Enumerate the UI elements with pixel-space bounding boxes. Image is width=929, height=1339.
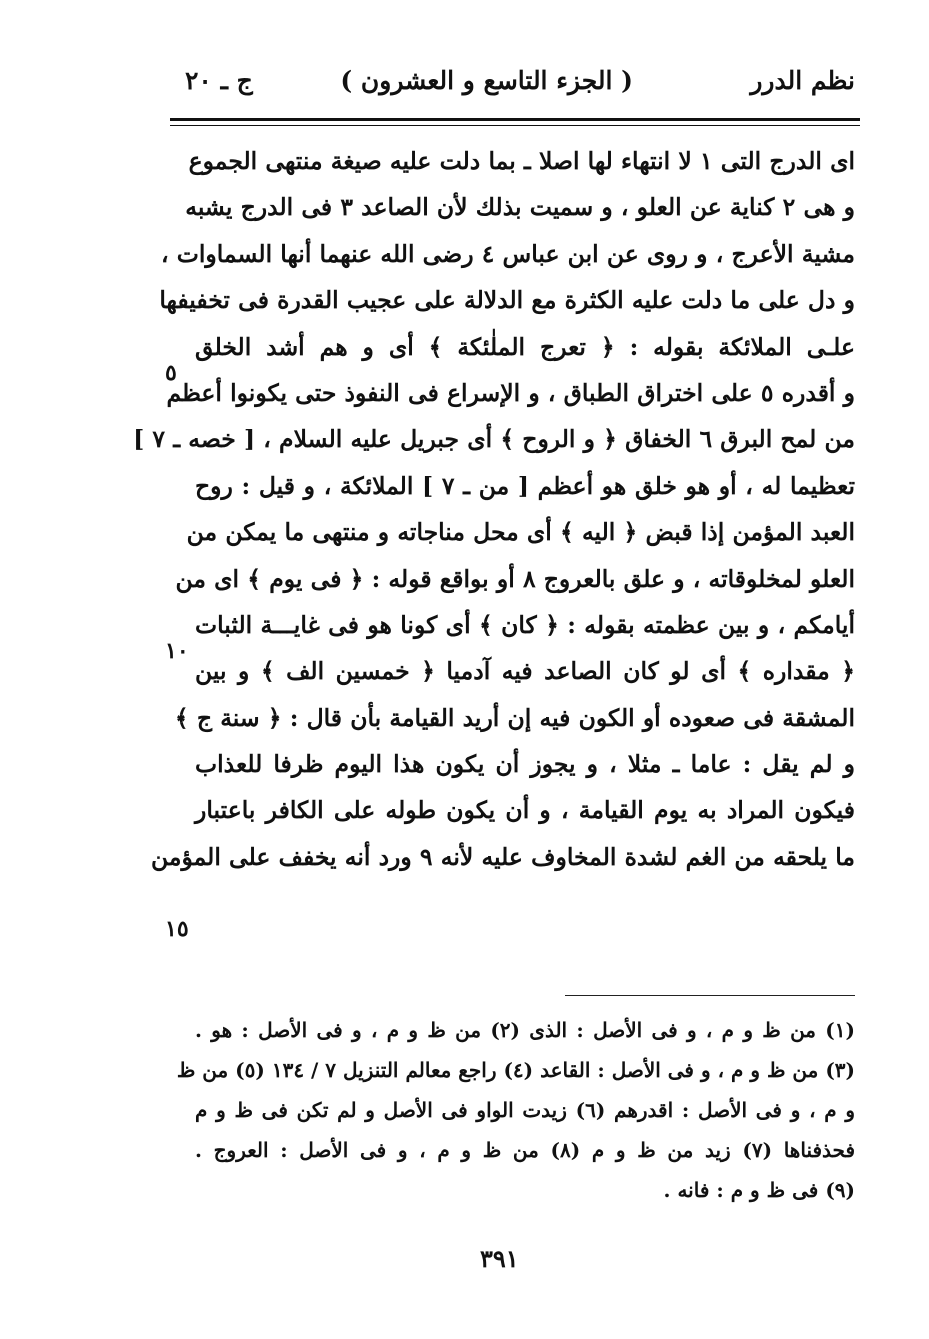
page-header <box>175 66 855 106</box>
text-line: مشية الأعرج ، و روى عن ابن عباس ٤ رضى الله عنهما أنها السماوات ، <box>160 239 855 268</box>
text-line: المشقة فى صعوده أو الكون فيه إن أريد القيامة بأن قال : ﴿ سنة ج ﴾ <box>174 703 855 732</box>
text-line: و لم يقل : عاما ـ مثلا ، و يجوز أن يكون هذا اليوم ظرفا للعذاب <box>195 750 855 779</box>
header-rule-thick <box>170 118 860 121</box>
text-line: و دل على ما دلت عليه الكثرة مع الدلالة على عجيب القدرة فى تخفيفها <box>159 286 855 315</box>
text-line: ﴿ مقداره ﴾ أى لو كان الصاعد فيه آدميا ﴿ خمسين الف ﴾ و بين <box>195 657 855 686</box>
text-line: اى الدرج التى ١ لا انتهاء لها اصلا ـ بما دلت عليه صيغة منتهى الجموع <box>188 147 855 175</box>
text-line: فيكون المراد به يوم القيامة ، و أن يكون طوله على الكافر باعتبار <box>195 796 855 825</box>
footnote-line: فحذفناها (٧) زيد من ظ و م (٨) من ظ و م ، و فى الأصل : العروج . <box>195 1138 856 1162</box>
footnote-line: (٣) من ظ و م ، و فى الأصل : القاعد (٤) راجع معالم التنزيل ٧ / ١٣٤ (٥) من ظ <box>176 1058 855 1082</box>
text-line: و أقدره ٥ على اختراق الطباق ، و الإسراع فى النفوذ حتى يكونوا أعظم <box>166 378 855 407</box>
text-line: تعظيما له ، أو هو خلق هو أعظم [ من ـ ٧ ] الملائكة ، و قيل : روح <box>195 471 855 500</box>
footnote-line: (١) من ظ و م ، و فى الأصل : الذى (٢) من ظ و م ، و فى الأصل : هو . <box>195 1018 855 1042</box>
text-line: أيامكم ، و بين عظمته بقوله : ﴿ كان ﴾ أى كونا هو فى غايـــة الثبات <box>195 610 855 639</box>
line-number-15: ١٥ <box>165 916 189 942</box>
text-line: العبد المؤمن إذا قبض ﴿ اليه ﴾ أى محل مناجاته و منتهى ما يمكن من <box>186 518 855 547</box>
footnotes <box>176 1010 856 1210</box>
footnote-separator <box>565 995 855 996</box>
line-number-5: ٥ <box>165 360 177 386</box>
text-line: من لمح البرق ٦ الخفاق ﴿ و الروح ﴾ أى جبريل عليه السلام ، [ خصه ـ ٧ ] <box>133 425 855 454</box>
footnote-line: (٩) فى ظ و م : فانه . <box>663 1178 855 1202</box>
text-line: علـى الملائكة بقوله : ﴿ تعرج الملٰئكة ﴾ أى و هم أشد الخلق <box>195 332 855 361</box>
book-title: نظم الدرر <box>750 66 855 95</box>
footnote-line: و م ، و فى الأصل : اقدرهم (٦) زيدت الواو فى الأصل و لم تكن فى ظ و م <box>195 1098 856 1122</box>
text-line: العلو لمخلوقاته ، و علق بالعروج ٨ أو بواقع قوله : ﴿ فى يوم ﴾ اى من <box>175 564 855 593</box>
header-rule-thin <box>170 125 860 126</box>
volume-reference: ج ـ ٢٠ <box>185 66 253 95</box>
text-line: ما يلحقه من الغم لشدة المخاوف عليه لأنه ٩ ورد أنه يخفف على المؤمن <box>150 842 855 871</box>
text-line: و هى ٢ كناية عن العلو ، و سميت بذلك لأن الصاعد ٣ فى الدرج يشبه <box>185 193 855 222</box>
page-number: ٣٩١ <box>480 1244 519 1273</box>
line-number-10: ١٠ <box>165 638 189 664</box>
volume-title: ( الجزء التاسع و العشرون ) <box>340 66 633 95</box>
